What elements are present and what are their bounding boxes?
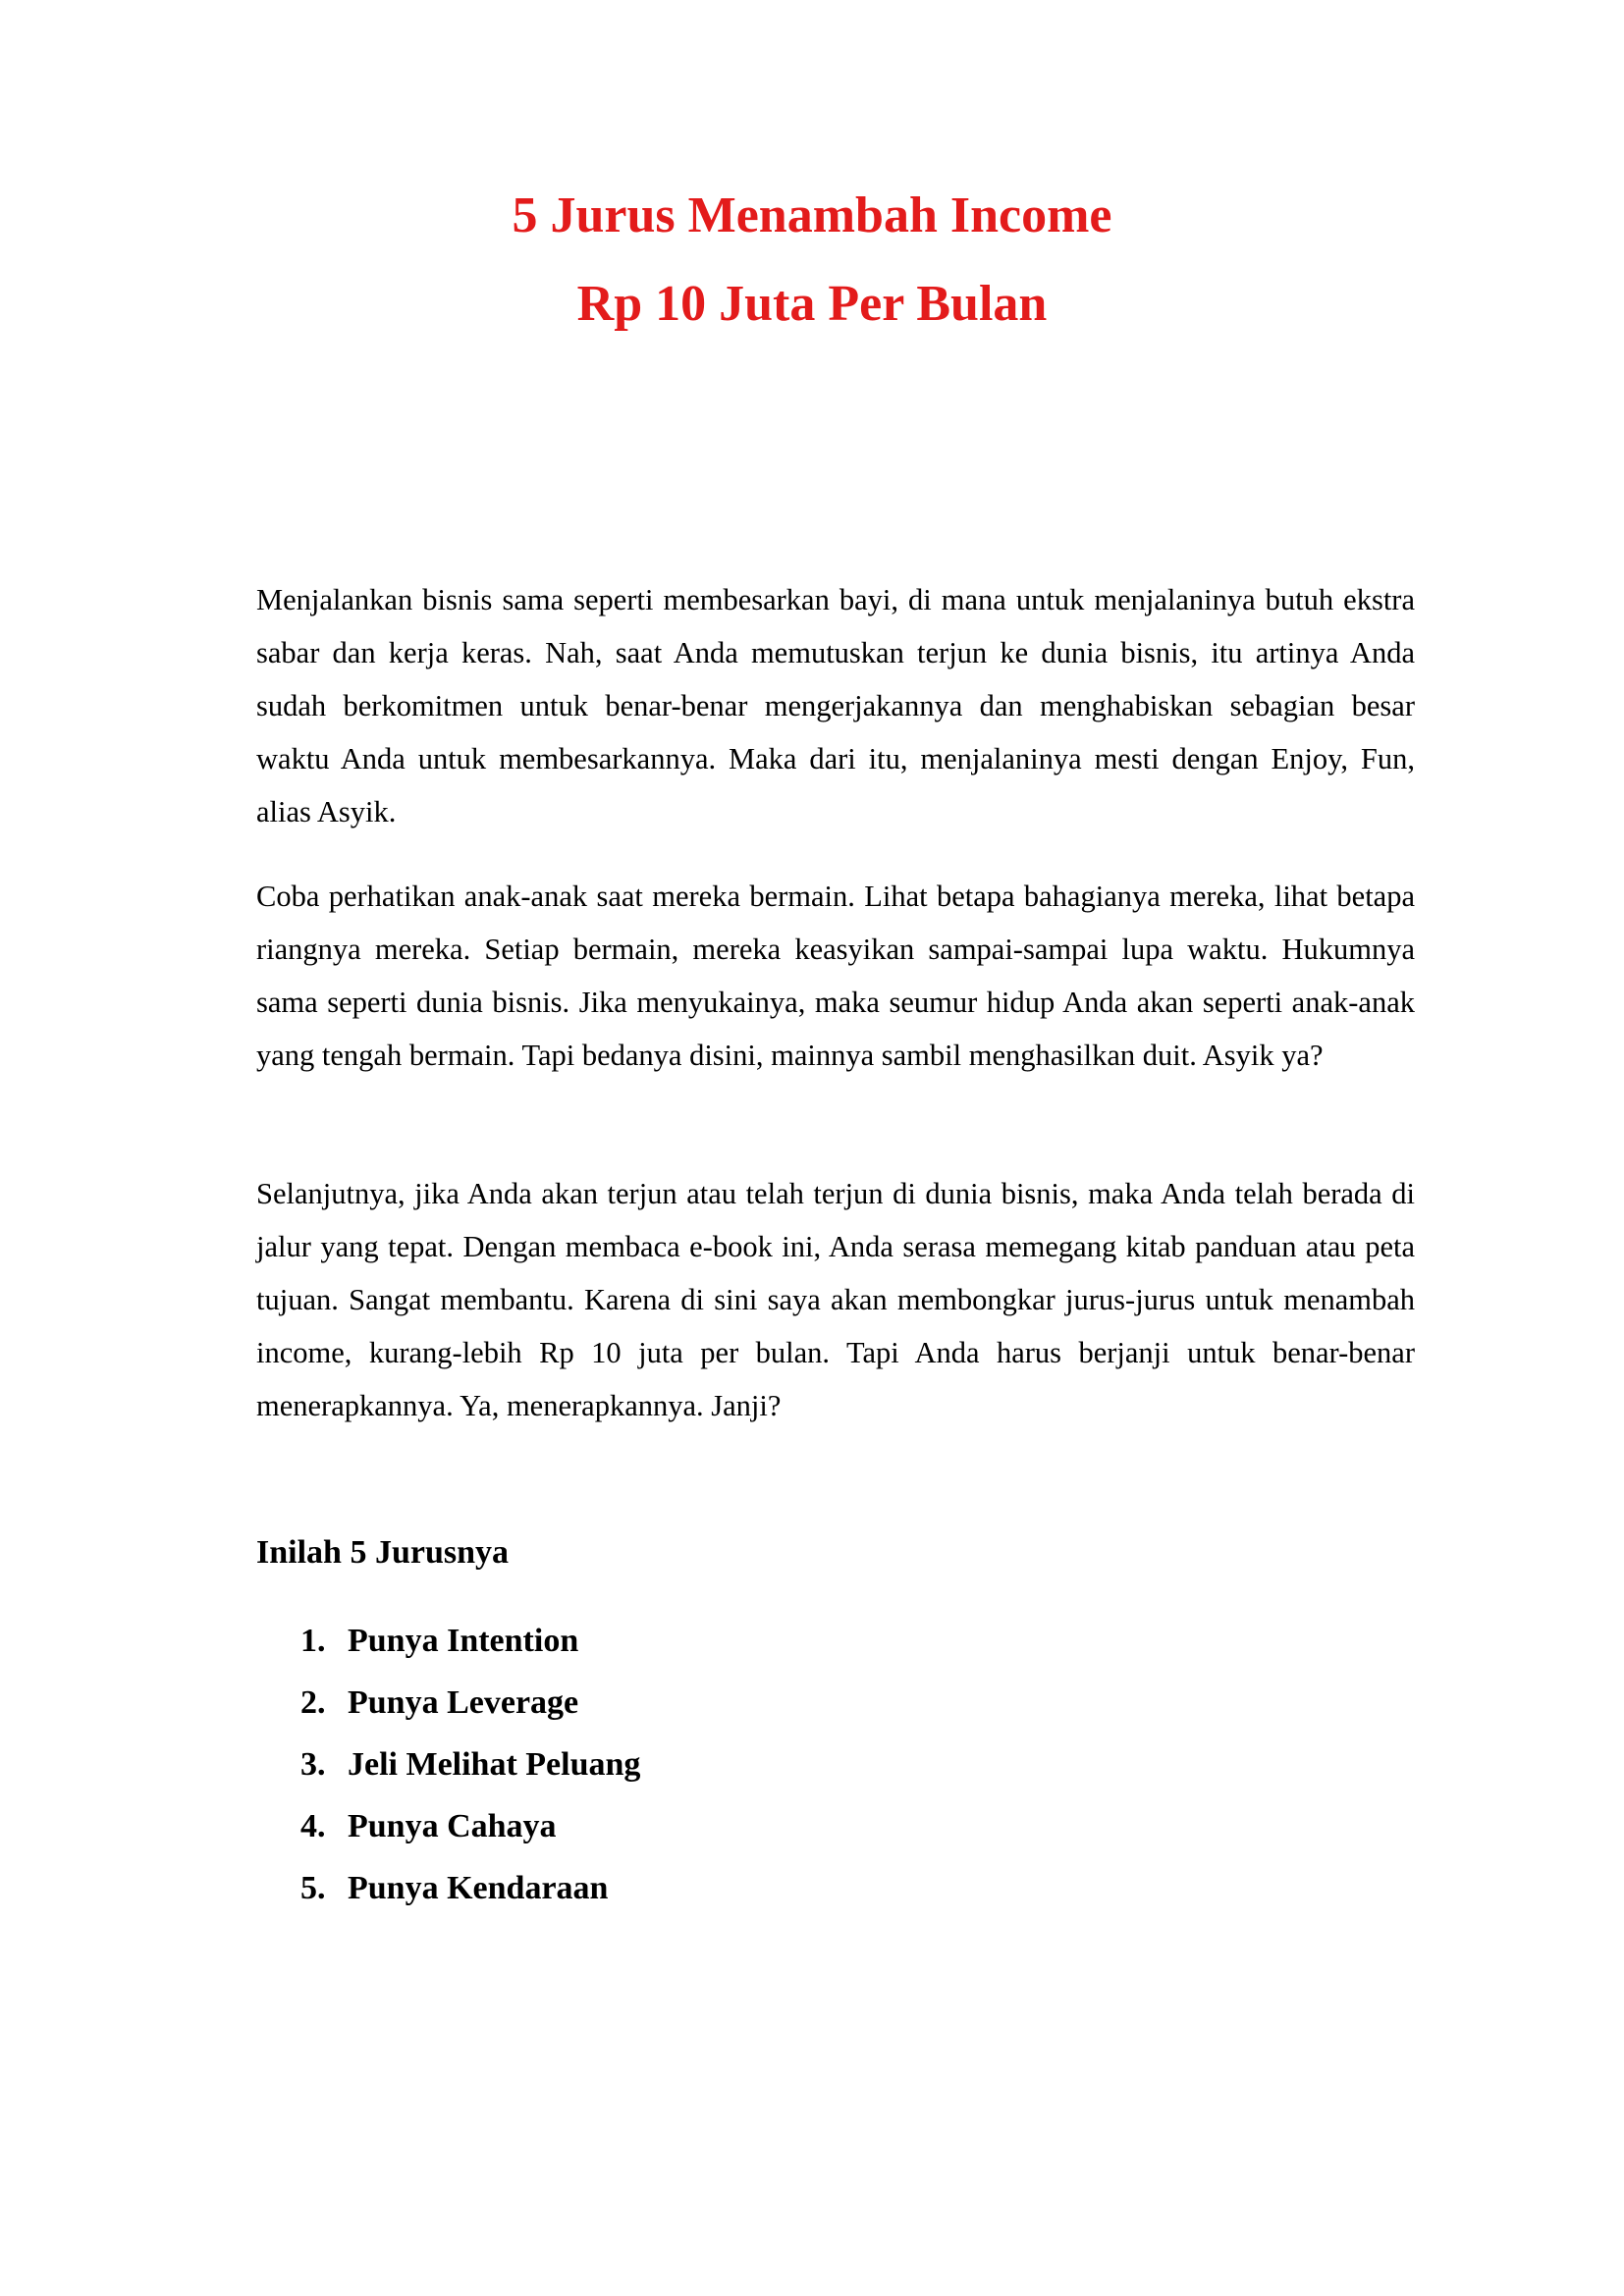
list-item-number: 2. (300, 1684, 326, 1721)
list-item-label: Punya Cahaya (348, 1808, 557, 1844)
list-item-number: 5. (300, 1870, 326, 1906)
paragraph-children: Coba perhatikan anak-anak saat mereka bermain. Lihat betapa bahagianya mereka, lihat betapa riangnya mereka. Setiap bermain, mereka keasyikan sampai-sampai lupa waktu. Hukumnya sama seperti dunia bisnis. Jika menyukainya, maka seumur hidup Anda akan seperti anak-anak yang tengah bermain. Tapi bedanya disini, mainnya sambil menghasilkan duit. Asyik ya? (256, 880, 1415, 1072)
list-item (300, 1610, 640, 1672)
paragraph-intro: Menjalankan bisnis sama seperti membesarkan bayi, di mana untuk menjalaninya butuh ekstra sabar dan kerja keras. Nah, saat Anda memutuskan terjun ke dunia bisnis, itu artinya Anda sudah berkomitmen untuk benar-benar mengerjakannya dan menghabiskan sebagian besar waktu Anda untuk membesarkannya. Maka dari itu, menjalaninya mesti dengan Enjoy, Fun, alias Asyik. (256, 583, 1415, 828)
list-item-label: Punya Leverage (348, 1684, 579, 1721)
list-item (300, 1857, 640, 1919)
list-item-label: Jeli Melihat Peluang (348, 1746, 641, 1783)
list-item (300, 1672, 640, 1734)
list-item (300, 1795, 640, 1857)
list-item-label: Punya Intention (348, 1623, 579, 1659)
title-line-1: 5 Jurus Menambah Income (512, 187, 1112, 243)
list-heading: Inilah 5 Jurusnya (256, 1534, 509, 1571)
jurus-list (300, 1610, 640, 1919)
list-item (300, 1734, 640, 1795)
title-line-2: Rp 10 Juta Per Bulan (576, 276, 1048, 332)
list-item-number: 3. (300, 1746, 326, 1783)
list-item-label: Punya Kendaraan (348, 1870, 609, 1906)
paragraph-ebook: Selanjutnya, jika Anda akan terjun atau telah terjun di dunia bisnis, maka Anda telah berada di jalur yang tepat. Dengan membaca e-book ini, Anda serasa memegang kitab panduan atau peta tujuan. Sangat membantu. Karena di sini saya akan membongkar jurus-jurus untuk menambah income, kurang-lebih Rp 10 juta per bulan. Tapi Anda harus berjanji untuk benar-benar menerapkannya. Ya, menerapkannya. Janji? (256, 1177, 1415, 1422)
list-item-number: 1. (300, 1623, 326, 1659)
list-item-number: 4. (300, 1808, 326, 1844)
